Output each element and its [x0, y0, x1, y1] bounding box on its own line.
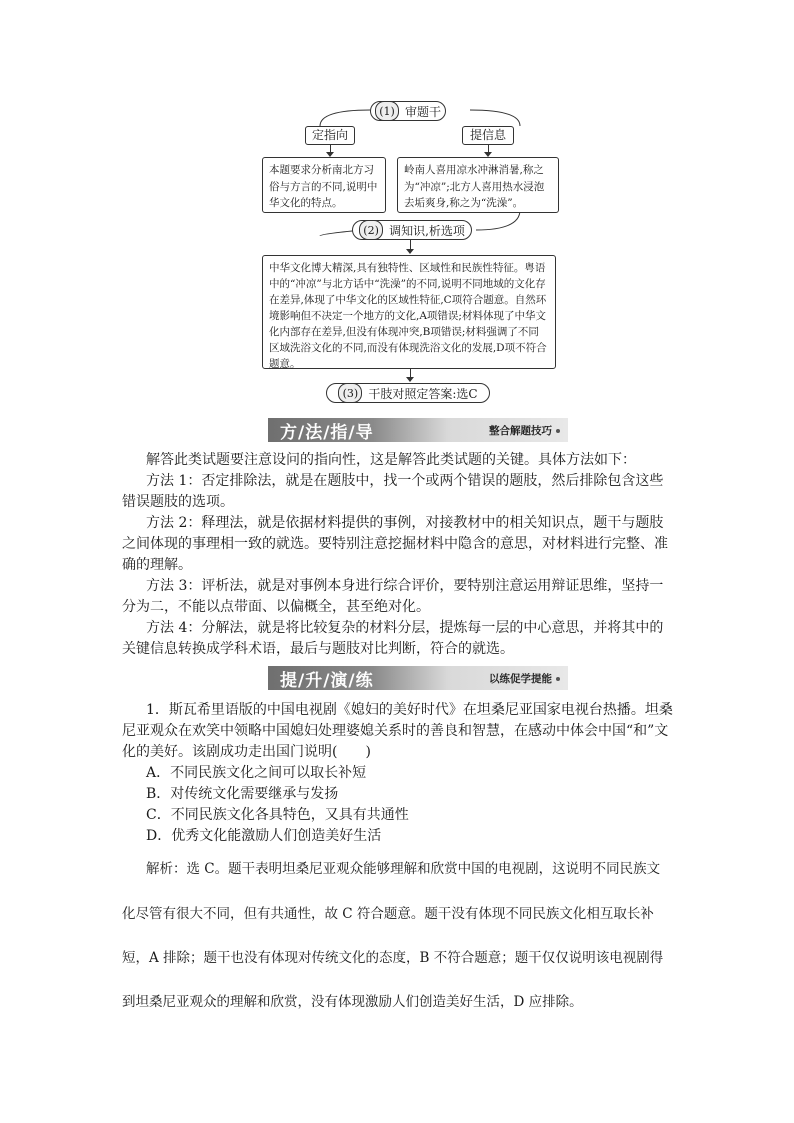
method-banner	[268, 418, 568, 442]
left-head: 定指向	[305, 126, 355, 145]
step-3-label: 干肢对照定答案:选C	[368, 386, 478, 401]
arrow-down-icon	[406, 249, 414, 254]
practice-title: 提/升/演/练	[280, 670, 374, 691]
left-detail: 本题要求分析南北方习俗与方言的不同,说明中华文化的特点。	[262, 157, 386, 213]
method-intro: 解答此类试题要注意设问的指向性，这是解答此类试题的关键。具体方法如下：	[146, 452, 636, 468]
option-c: C．不同民族文化各具特色，又具有共通性	[146, 807, 409, 823]
method-4: 方法 4：分解法，就是将比较复杂的材料分层，提炼每一层的中心意思，并将其中的关键信息转换成学科术语，最后与题肢对比判断，符合的就选。	[122, 620, 664, 657]
analysis-line-3: 短，A 排除；题干也没有体现对传统文化的态度，B 不符合题意；题干仅仅说明该电视剧得	[122, 950, 664, 966]
step-3-number: (3)	[338, 383, 362, 403]
flow-step-1	[370, 101, 446, 121]
method-3: 方法 3：评析法，就是对事例本身进行综合评价，要特别注意运用辩证思维，坚持一分为二，不能以点带面、以偏概全，甚至绝对化。	[122, 578, 664, 615]
step-1-label: 审题干	[404, 104, 441, 119]
method-title: 方/法/指/导	[280, 422, 374, 443]
practice-banner	[268, 666, 568, 690]
option-b: B．对传统文化需要继承与发扬	[146, 786, 339, 802]
flow-step-2	[352, 220, 472, 240]
analysis-line-1: 解析：选 C。题干表明坦桑尼亚观众能够理解和欣赏中国的电视剧，这说明不同民族文	[146, 861, 661, 877]
analysis-detail: 中华文化博大精深,具有独特性、区域性和民族性特征。粤语中的“冲凉”与北方话中“洗澡”的不同,说明不同地域的文化存在差异,体现了中华文化的区域性特征,C项符合题意。自然环境影响但不决定一个地方的文化,A项错误;材料体现了中华文化内部存在差异,但没有体现冲突,B项错误;材料强调了不同区域洗浴文化的不同,而没有体现洗浴文化的发展,D项不符合题意。	[262, 255, 556, 369]
step-1-number: (1)	[375, 101, 399, 121]
right-detail: 岭南人喜用凉水冲淋消暑,称之为“冲凉”;北方人喜用热水浸泡去垢爽身,称之为“洗澡”。	[397, 157, 559, 213]
flow-step-3	[326, 383, 490, 403]
dot-icon	[556, 429, 560, 433]
step-2-number: (2)	[359, 220, 383, 240]
analysis-line-2: 化尽管有很大不同，但有共通性，故 C 符合题意。题干没有体现不同民族文化相互取长补	[122, 906, 654, 922]
right-head: 提信息	[462, 126, 514, 145]
question-1: 1．斯瓦希里语版的中国电视剧《媳妇的美好时代》在坦桑尼亚国家电视台热播。坦桑尼亚观众在欢笑中领略中国媳妇处理婆媳关系时的善良和智慧，在感动中体会中国“和”文化的美好。该剧成功走出国门说明( )	[122, 702, 673, 760]
step-2-label: 调知识,析选项	[389, 223, 465, 238]
arrow-down-icon	[406, 377, 414, 382]
option-d: D．优秀文化能激励人们创造美好生活	[146, 828, 382, 844]
dot-icon	[556, 677, 560, 681]
method-2: 方法 2：释理法，就是依据材料提供的事例，对接教材中的相关知识点，题干与题肢之间体现的事理相一致的就选。要特别注意挖掘材料中隐含的意思，对材料进行完整、准确的理解。	[122, 515, 668, 573]
analysis-line-4: 到坦桑尼亚观众的理解和欣赏，没有体现激励人们创造美好生活，D 应排除。	[122, 994, 583, 1010]
method-1: 方法 1：否定排除法，就是在题肢中，找一个或两个错误的题肢，然后排除包含这些错误题肢的选项。	[122, 473, 664, 510]
method-subtitle: 整合解题技巧	[489, 423, 568, 438]
option-a: A．不同民族文化之间可以取长补短	[146, 765, 367, 781]
practice-subtitle: 以练促学提能	[489, 671, 568, 686]
